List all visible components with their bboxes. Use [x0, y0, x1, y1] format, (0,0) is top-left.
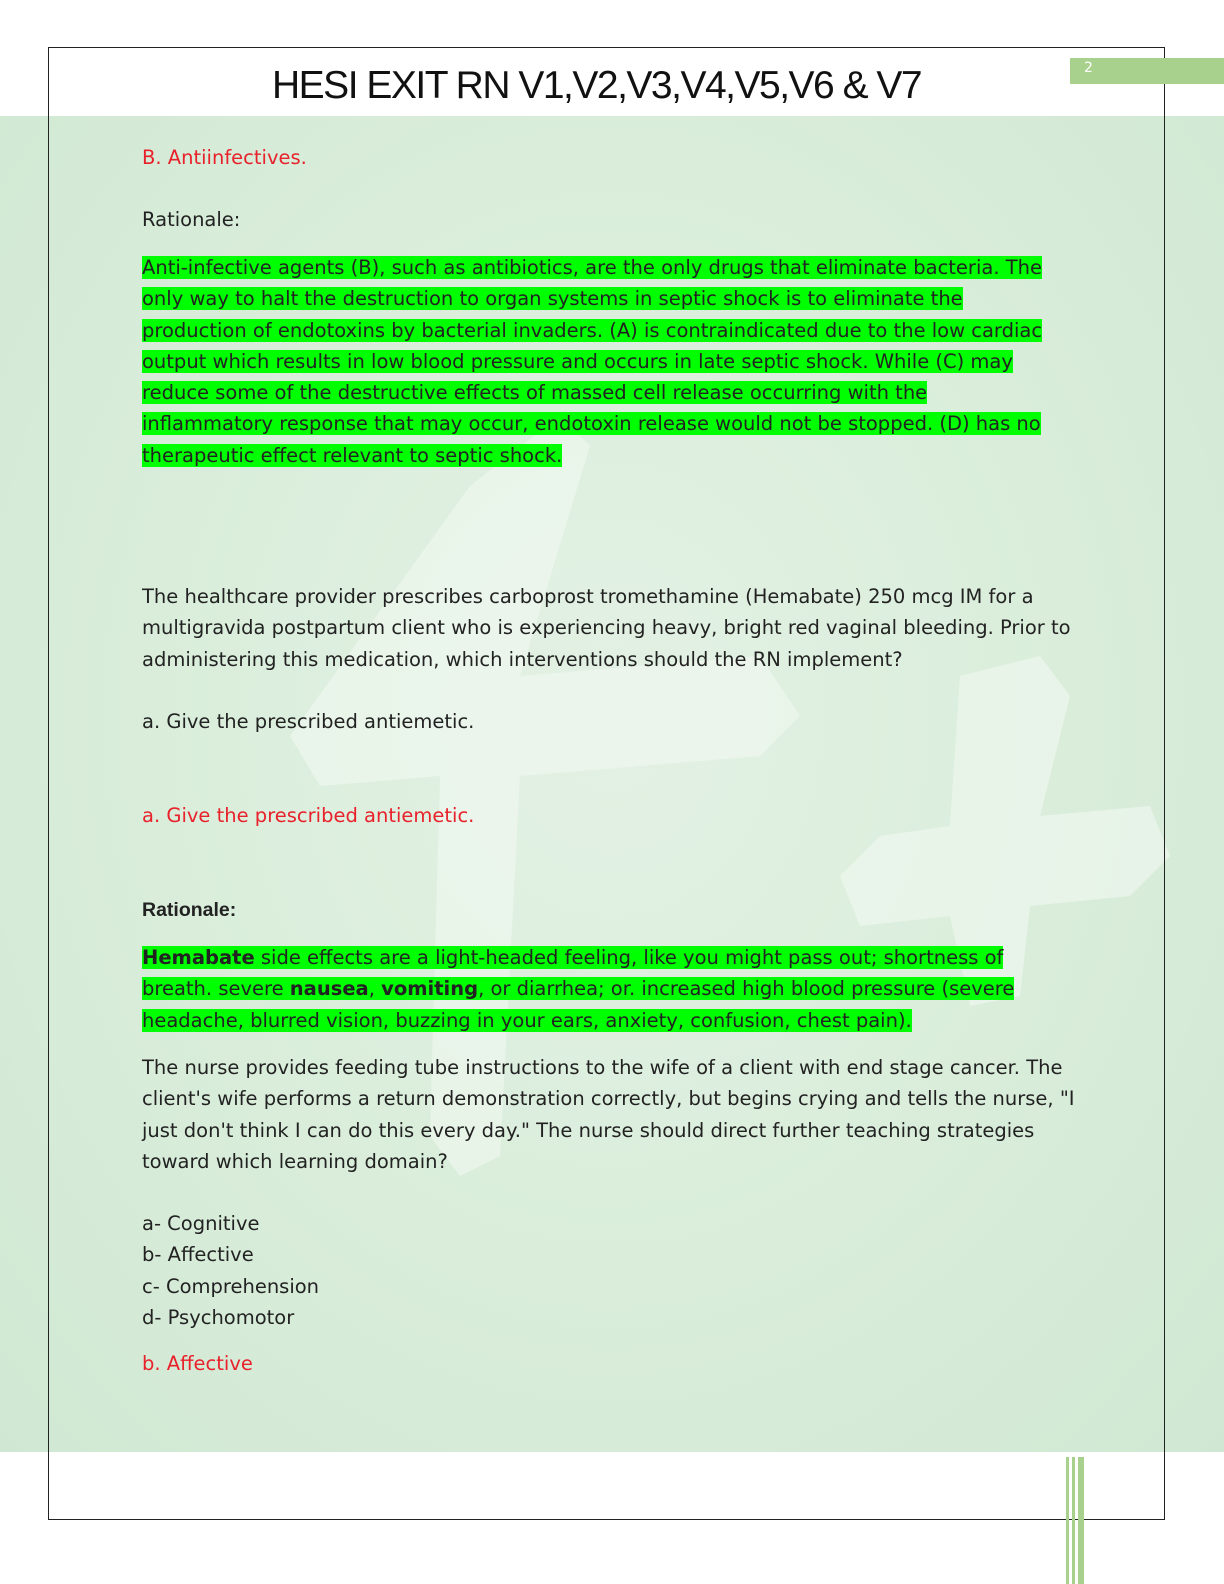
- rationale-1: [142, 252, 1054, 471]
- question-2: The healthcare provider prescribes carboprost tromethamine (Hemabate) 250 mcg IM for a multigravida postpartum client who is experiencing heavy, bright red vaginal bleeding. Prior to administering this medication, which interventions should the RN implement?: [142, 585, 1071, 671]
- rationale-text-1: Anti-infective agents (B), such as antibiotics, are the only drugs that eliminate bacteria. The only way to halt the destruction to organ systems in septic shock is to eliminate the production of endotoxins by bacterial invaders. (A) is contraindicated due to the low cardiac output which results in low blood pressure and occurs in late septic shock. While (C) may reduce some of the destructive effects of massed cell release occurring with the inflammatory response that may occur, endotoxin release would not be stopped. (D) has no therapeutic effect relevant to septic shock.: [142, 256, 1043, 467]
- rationale-2-vomiting: vomiting: [381, 977, 479, 1001]
- rationale-2-sep: ,: [368, 977, 382, 1001]
- rationale-2-text-b: , or diarrhea; or. increased high blood pressure (severe headache, blurred vision, buzzing in your ears, anxiety, confusion, chest pain).: [142, 977, 1015, 1032]
- option-3d: d- Psychomotor: [142, 1305, 295, 1329]
- rationale-2-nausea: nausea: [289, 977, 369, 1001]
- option-2a: a. Give the prescribed antiemetic.: [142, 710, 475, 733]
- rationale-2: [142, 942, 1077, 1036]
- page-number: 2: [1084, 60, 1093, 76]
- rationale-2-text-a: side effects are a light-headed feeling, like you might pass out; shortness of breath. severe: [142, 946, 1004, 1001]
- footer-decoration: [1066, 1457, 1086, 1584]
- options-3: [142, 1208, 319, 1333]
- answer-1: B. Antiinfectives.: [142, 146, 307, 169]
- option-3c: c- Comprehension: [142, 1274, 320, 1298]
- answer-3: b. Affective: [142, 1352, 253, 1375]
- rationale-2-drug: Hemabate: [142, 946, 255, 969]
- page-number-tab: [1070, 58, 1224, 84]
- question-3: The nurse provides feeding tube instructions to the wife of a client with end stage cancer. The client's wife performs a return demonstration correctly, but begins crying and tells the nurse, "I just don't think I can do this every day." The nurse should direct further teaching strategies toward which learning domain?: [142, 1056, 1075, 1173]
- rationale-label-1: Rationale:: [142, 208, 241, 231]
- page-title: HESI EXIT RN V1,V2,V3,V4,V5,V6 & V7: [272, 64, 922, 107]
- answer-2: a. Give the prescribed antiemetic.: [142, 804, 475, 827]
- option-3a: a- Cognitive: [142, 1212, 260, 1235]
- option-3b: b- Affective: [142, 1243, 254, 1267]
- rationale-label-2: Rationale:: [142, 899, 237, 921]
